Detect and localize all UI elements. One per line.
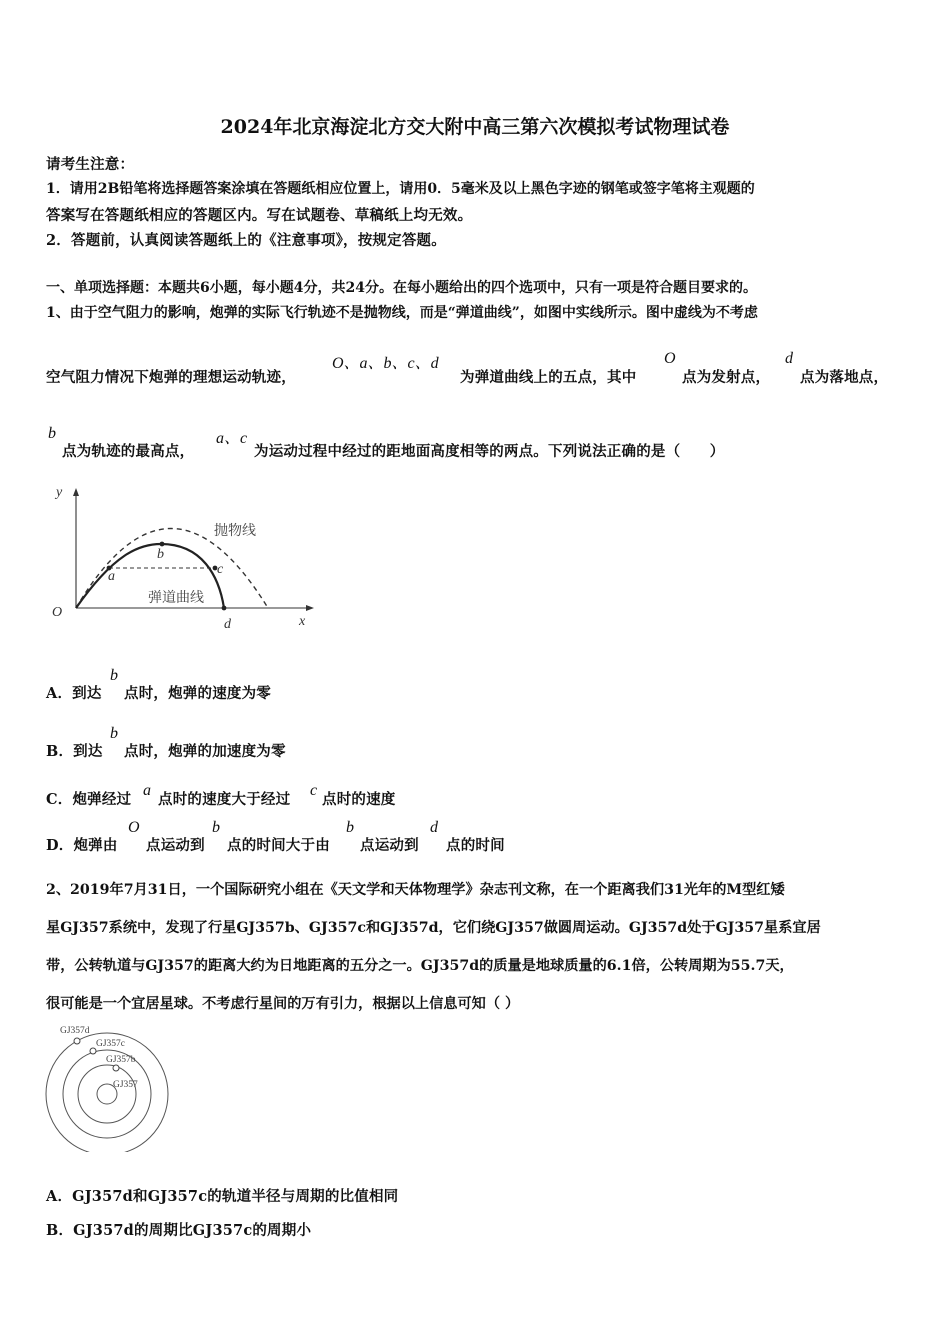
q1-line-3b: 为运动过程中经过的距地面高度相等的两点。下列说法正确的是（ ）	[254, 443, 725, 460]
q1-line-2d: 点为落地点，	[800, 369, 889, 386]
ballistic-figure	[44, 480, 324, 630]
q2-line-3: 带，公转轨道与GJ357的距离大约为日地距离的五分之一。GJ357d的质量是地球质量的6.1倍，公转周期为55.7天，	[46, 958, 794, 974]
origin-label: O	[52, 605, 63, 620]
q1-option-c-sym2: c	[310, 782, 318, 799]
label-gj357d: GJ357d	[60, 1026, 90, 1036]
point-d-label: d	[224, 617, 231, 630]
page-title: 2024年北京海淀北方交大附中高三第六次模拟考试物理试卷	[220, 116, 730, 138]
q1-option-a-sym: b	[110, 667, 118, 684]
x-axis-arrow	[306, 605, 314, 611]
q2-option-a: A．GJ357d和GJ357c的轨道半径与周期的比值相同	[46, 1188, 399, 1205]
x-axis-label: x	[299, 614, 306, 629]
q2-option-b: B．GJ357d的周期比GJ357c的周期小	[46, 1222, 312, 1239]
q1-option-d-mid2: 点的时间大于由	[227, 837, 330, 854]
q1-option-b-post: 点时，炮弹的加速度为零	[124, 743, 286, 760]
ballistic-label: 弹道曲线	[148, 591, 204, 606]
notice-item-1a: 1．请用2B铅笔将选择题答案涂填在答题纸相应位置上，请用0．5毫米及以上黑色字迹的钢笔或签字笔将主观题的	[46, 181, 755, 197]
point-b-label: b	[157, 547, 164, 562]
notice-heading: 请考生注意：	[46, 156, 135, 173]
planet-gj357b	[113, 1065, 119, 1071]
q1-line-2b: 为弹道曲线上的五点，其中	[460, 369, 637, 386]
q1-line-2c: 点为发射点，	[682, 369, 771, 386]
q2-line-1: 2、2019年7月31日，一个国际研究小组在《天文学和天体物理学》杂志刊文称，在一个距离我们31光年的M型红矮	[46, 882, 785, 898]
point-c-label: c	[217, 562, 224, 577]
q1-sym-d: d	[785, 350, 793, 367]
q1-option-d-pre: D．炮弹由	[46, 837, 118, 854]
planet-gj357d	[74, 1038, 80, 1044]
q1-option-b-pre: B．到达	[46, 743, 103, 760]
q1-option-a-pre: A．到达	[46, 685, 102, 702]
point-b	[160, 542, 165, 547]
q1-option-d-sym2: b	[212, 819, 220, 836]
q1-line-3a: 点为轨迹的最高点，	[62, 443, 195, 460]
q1-option-c-post: 点时的速度	[322, 791, 396, 808]
notice-item-2: 2．答题前，认真阅读答题纸上的《注意事项》，按规定答题。	[46, 232, 446, 249]
q2-line-2: 星GJ357系统中，发现了行星GJ357b、GJ357c和GJ357d，它们绕GJ357做圆周运动。GJ357d处于GJ357星系宜居	[46, 920, 821, 936]
notice-item-1b: 答案写在答题纸相应的答题区内。写在试题卷、草稿纸上均无效。	[46, 207, 473, 224]
orbit-figure	[40, 1020, 180, 1152]
q1-option-d-mid3: 点运动到	[360, 837, 419, 854]
q1-option-a-post: 点时，炮弹的速度为零	[124, 685, 271, 702]
y-axis-label: y	[56, 485, 63, 500]
section-1-heading: 一、单项选择题：本题共6小题，每小题4分，共24分。在每小题给出的四个选项中，只有一项是符合题目要求的。	[46, 280, 757, 296]
label-gj357: GJ357	[113, 1080, 138, 1090]
q1-option-b-sym: b	[110, 725, 118, 742]
q1-line-1: 1、由于空气阻力的影响，炮弹的实际飞行轨迹不是抛物线，而是“弹道曲线”，如图中实线所示。图中虚线为不考虑	[46, 305, 758, 321]
orbit-gj357b	[78, 1065, 136, 1123]
q1-sym-b: b	[48, 425, 56, 442]
q1-option-d-sym1: O	[128, 819, 140, 836]
q1-sym-points: O、a、b、c、d	[332, 355, 439, 372]
orbit-gj357d	[46, 1033, 168, 1152]
point-d	[222, 606, 227, 611]
q1-option-d-sym3: b	[346, 819, 354, 836]
q1-line-2a: 空气阻力情况下炮弹的理想运动轨迹，	[46, 369, 296, 386]
label-gj357c: GJ357c	[96, 1039, 126, 1049]
parabola-label: 抛物线	[214, 524, 256, 539]
label-gj357b: GJ357b	[106, 1055, 136, 1065]
q1-sym-ac: a、c	[216, 430, 248, 447]
q1-option-c-sym1: a	[143, 782, 151, 799]
q1-option-c-pre: C．炮弹经过	[46, 791, 132, 808]
y-axis-arrow	[73, 488, 79, 496]
q1-option-d-post: 点的时间	[446, 837, 505, 854]
q1-option-d-sym4: d	[430, 819, 438, 836]
point-a-label: a	[108, 569, 115, 584]
q1-sym-O: O	[664, 350, 676, 367]
q1-option-c-mid: 点时的速度大于经过	[158, 791, 291, 808]
q1-option-d-mid1: 点运动到	[146, 837, 205, 854]
q2-line-4: 很可能是一个宜居星球。不考虑行星间的万有引力，根据以上信息可知（ ）	[46, 996, 520, 1012]
